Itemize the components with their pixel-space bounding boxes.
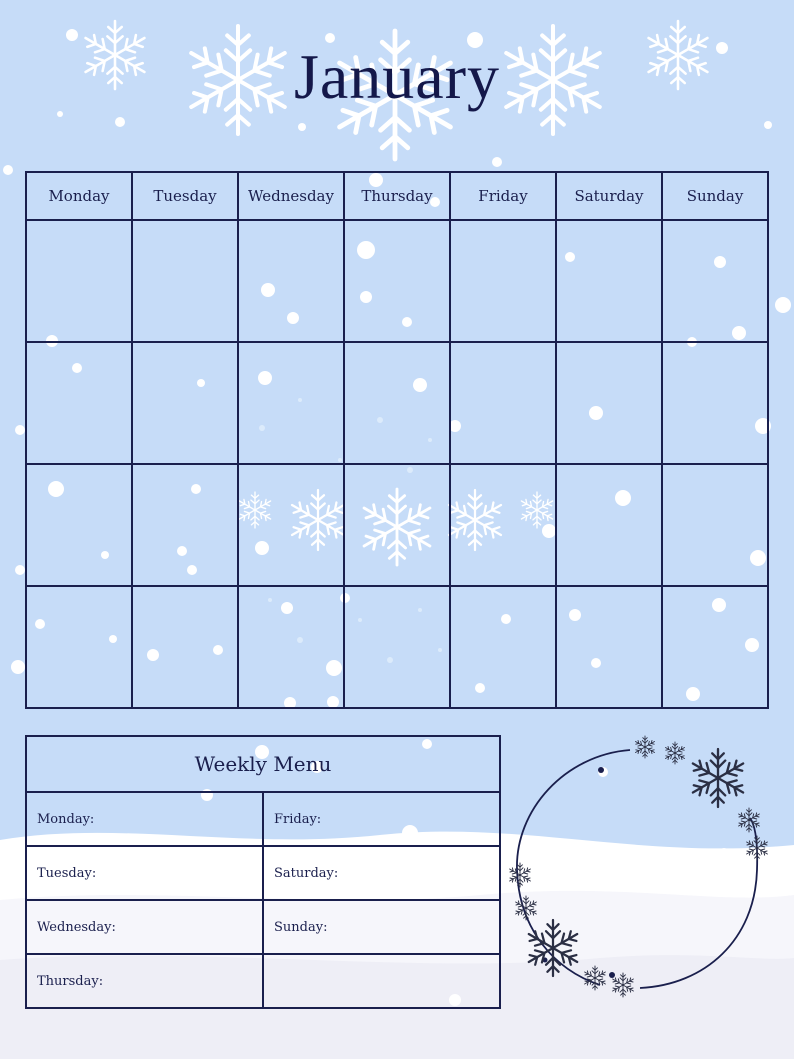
calendar-week-row [26, 586, 768, 708]
month-calendar-grid [25, 171, 769, 709]
calendar-day-cell[interactable] [662, 464, 768, 586]
weekday-header: Tuesday [132, 172, 238, 220]
menu-day-tuesday[interactable]: Tuesday: [26, 846, 263, 900]
menu-day-friday[interactable]: Friday: [263, 792, 500, 846]
calendar-day-cell[interactable] [26, 342, 132, 464]
menu-day-monday[interactable]: Monday: [26, 792, 263, 846]
calendar-day-cell[interactable] [238, 342, 344, 464]
calendar-day-cell[interactable] [238, 464, 344, 586]
calendar-day-cell[interactable] [132, 464, 238, 586]
calendar-week-row [26, 342, 768, 464]
menu-day-sunday[interactable]: Sunday: [263, 900, 500, 954]
calendar-day-cell[interactable] [26, 220, 132, 342]
weekly-menu-table [25, 735, 501, 1009]
snowflake-wreath [505, 730, 780, 1010]
month-title: January [293, 41, 501, 112]
calendar-day-cell[interactable] [556, 464, 662, 586]
weekday-header: Monday [26, 172, 132, 220]
calendar-day-cell[interactable] [662, 220, 768, 342]
weekday-header: Sunday [662, 172, 768, 220]
calendar-week-row [26, 464, 768, 586]
calendar-week-row [26, 220, 768, 342]
weekly-menu-title: Weekly Menu [26, 736, 500, 792]
menu-day-thursday[interactable]: Thursday: [26, 954, 263, 1008]
calendar-day-cell[interactable] [26, 464, 132, 586]
calendar-day-cell[interactable] [450, 220, 556, 342]
menu-day-wednesday[interactable]: Wednesday: [26, 900, 263, 954]
calendar-day-cell[interactable] [556, 342, 662, 464]
calendar-day-cell[interactable] [662, 586, 768, 708]
weekday-header: Saturday [556, 172, 662, 220]
menu-empty-cell[interactable] [263, 954, 500, 1008]
calendar-day-cell[interactable] [132, 342, 238, 464]
calendar-day-cell[interactable] [556, 220, 662, 342]
calendar-day-cell[interactable] [132, 586, 238, 708]
calendar-day-cell[interactable] [26, 586, 132, 708]
weekday-header-row [26, 172, 768, 220]
calendar-day-cell[interactable] [450, 586, 556, 708]
calendar-day-cell[interactable] [662, 342, 768, 464]
calendar-day-cell[interactable] [238, 586, 344, 708]
weekday-header: Friday [450, 172, 556, 220]
calendar-day-cell[interactable] [450, 464, 556, 586]
calendar-day-cell[interactable] [344, 464, 450, 586]
calendar-day-cell[interactable] [450, 342, 556, 464]
calendar-day-cell[interactable] [238, 220, 344, 342]
calendar-day-cell[interactable] [132, 220, 238, 342]
weekday-header: Wednesday [238, 172, 344, 220]
calendar-day-cell[interactable] [344, 342, 450, 464]
weekday-header: Thursday [344, 172, 450, 220]
calendar-day-cell[interactable] [556, 586, 662, 708]
calendar-day-cell[interactable] [344, 220, 450, 342]
menu-day-saturday[interactable]: Saturday: [263, 846, 500, 900]
calendar-day-cell[interactable] [344, 586, 450, 708]
